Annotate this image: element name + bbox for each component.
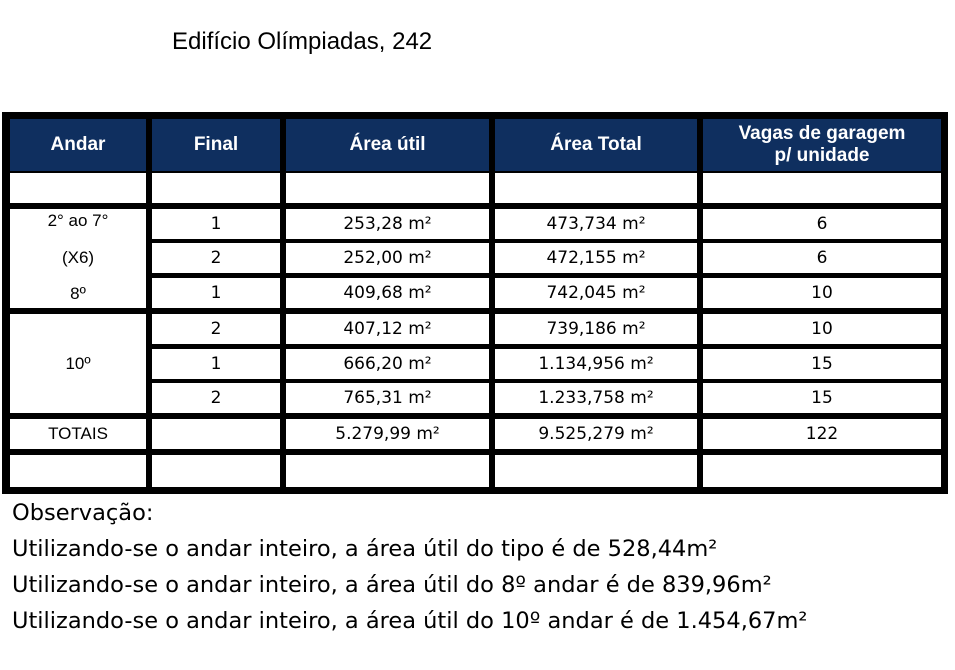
cell-final: 1: [152, 349, 280, 379]
cell-final: 1: [152, 278, 280, 308]
units-table: [2, 112, 948, 494]
document-title: Edifício Olímpiadas, 242: [172, 28, 433, 55]
cell-area-total: 472,155 m²: [495, 243, 697, 273]
note-line: Utilizando-se o andar inteiro, a área útil do 8º andar é de 839,96m²: [12, 572, 772, 598]
header-final: Final: [152, 119, 280, 171]
cell-area-total: 1.233,758 m²: [495, 383, 697, 413]
header-vagas: Vagas de garagem p/ unidade: [703, 119, 941, 171]
empty-cell: [152, 455, 280, 487]
cell-vagas: 10: [703, 278, 941, 308]
cell-area-util: 765,31 m²: [286, 383, 489, 413]
empty-cell: [703, 455, 941, 487]
header-area-total: Área Total: [495, 119, 697, 171]
andar-label: 2° ao 7°: [47, 211, 109, 230]
cell-area-util: 666,20 m²: [286, 349, 489, 379]
notes-block: [12, 495, 807, 639]
cell-vagas: 15: [703, 349, 941, 379]
empty-cell: [703, 173, 941, 203]
cell-vagas: 15: [703, 383, 941, 413]
totals-area-total: 9.525,279 m²: [495, 419, 697, 449]
totals-label: TOTAIS: [10, 419, 146, 449]
note-line: Utilizando-se o andar inteiro, a área útil do tipo é de 528,44m²: [12, 536, 718, 562]
notes-heading: Observação:: [12, 500, 154, 526]
note-line: Utilizando-se o andar inteiro, a área útil do 10º andar é de 1.454,67m²: [12, 608, 808, 634]
empty-cell: [10, 455, 146, 487]
andar-label: 8º: [70, 284, 86, 303]
header-andar: Andar: [10, 119, 146, 171]
cell-vagas: 10: [703, 314, 941, 344]
cell-vagas: 6: [703, 209, 941, 239]
empty-cell: [10, 173, 146, 203]
empty-cell: [286, 455, 489, 487]
cell-area-util: 252,00 m²: [286, 243, 489, 273]
cell-final: 1: [152, 209, 280, 239]
andar-group-2-8: [10, 209, 146, 308]
cell-area-util: 253,28 m²: [286, 209, 489, 239]
header-area-util: Área útil: [286, 119, 489, 171]
andar-label: (X6): [61, 247, 95, 267]
cell-area-total: 473,734 m²: [495, 209, 697, 239]
cell-vagas: 6: [703, 243, 941, 273]
empty-cell: [286, 173, 489, 203]
totals-final: [152, 419, 280, 449]
cell-area-total: 1.134,956 m²: [495, 349, 697, 379]
cell-final: 2: [152, 314, 280, 344]
totals-vagas: 122: [703, 419, 941, 449]
cell-area-util: 407,12 m²: [286, 314, 489, 344]
cell-final: 2: [152, 243, 280, 273]
totals-area-util: 5.279,99 m²: [286, 419, 489, 449]
empty-cell: [495, 173, 697, 203]
empty-cell: [495, 455, 697, 487]
cell-area-total: 742,045 m²: [495, 278, 697, 308]
cell-final: 2: [152, 383, 280, 413]
empty-cell: [152, 173, 280, 203]
andar-group-10: 10º: [10, 314, 146, 413]
cell-area-util: 409,68 m²: [286, 278, 489, 308]
cell-area-total: 739,186 m²: [495, 314, 697, 344]
